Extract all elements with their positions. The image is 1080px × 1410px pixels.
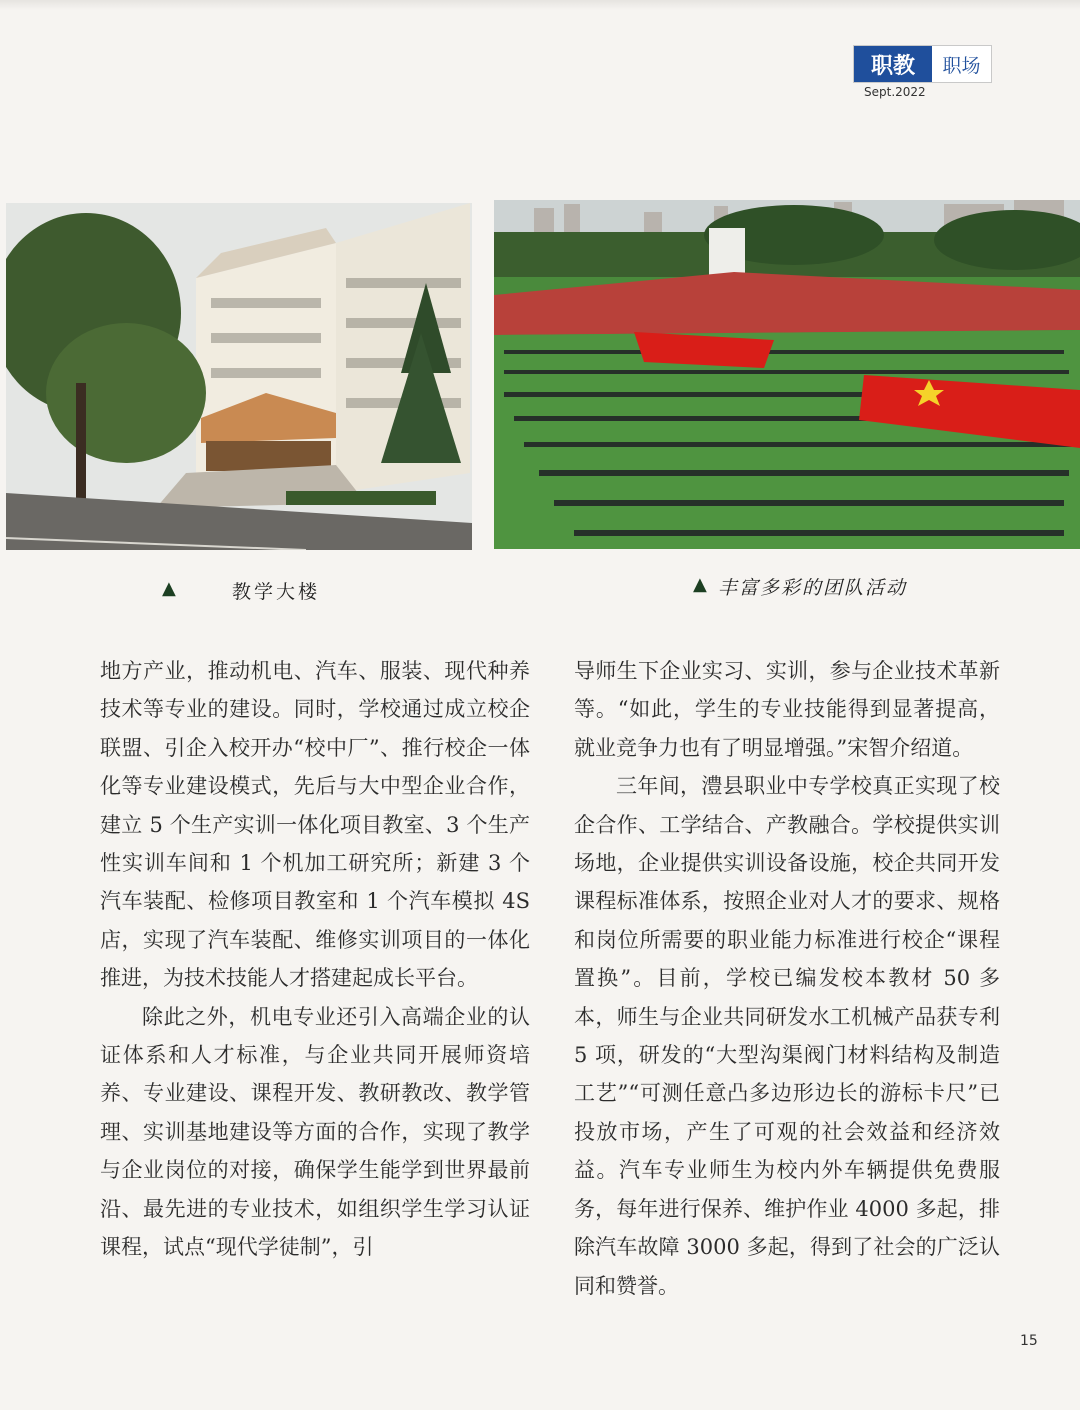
- field-illustration: [494, 200, 1080, 549]
- issue-date: Sept.2022: [864, 85, 926, 99]
- caption-teaching-building: 教学大楼: [232, 581, 321, 603]
- article-paragraph: 导师生下企业实习、实训，参与企业技术革新等。“如此，学生的专业技能得到显著提高，就业竞争力也有了明显增强。”宋智介绍道。: [574, 659, 1000, 760]
- building-illustration: [6, 203, 472, 550]
- article-left-column: [100, 652, 530, 1267]
- article-right-column: [574, 652, 1000, 1305]
- page-edge: [0, 0, 1080, 10]
- team-activity-photo: [494, 200, 1080, 549]
- caption-marker-left: ▲: [162, 578, 176, 599]
- section-badge: [853, 45, 992, 83]
- teaching-building-photo: [6, 203, 472, 550]
- badge-secondary: 职场: [932, 46, 991, 82]
- article-paragraph: 除此之外，机电专业还引入高端企业的认证体系和人才标准，与企业共同开展师资培养、专业建设、课程开发、教研教改、教学管理、实训基地建设等方面的合作，实现了教学与企业岗位的对接，确保学生能学到世界最前沿、最先进的专业技术，如组织学生学习认证课程，试点“现代学徒制”，引: [100, 1004, 530, 1260]
- page-number: 15: [1020, 1333, 1038, 1349]
- article-paragraph: 三年间，澧县职业中专学校真正实现了校企合作、工学结合、产教融合。学校提供实训场地，企业提供实训设备设施，校企共同开发课程标准体系，按照企业对人才的要求、规格和岗位所需要的职业能力标准进行校企“课程置换”。目前，学校已编发校本教材 50 多本，师生与企业共同研发水工机械产品获专利 5 项，研发的“大型沟渠阀门材料结构及制造工艺”“可测任意凸多边形边长的游标卡尺”已投放市场，产生了可观的社会效益和经济效益。汽车专业师生为校内外车辆提供免费服务，每年进行保养、维护作业 4000 多起，排除汽车故障 3000 多起，得到了社会的广泛认同和赞誉。: [574, 774, 1000, 1298]
- caption-team-activity: 丰富多彩的团队活动: [718, 577, 908, 599]
- caption-marker-right: ▲: [693, 574, 707, 595]
- badge-primary: 职教: [854, 46, 932, 82]
- article-paragraph: 地方产业，推动机电、汽车、服装、现代种养技术等专业的建设。同时，学校通过成立校企联盟、引企入校开办“校中厂”、推行校企一体化等专业建设模式，先后与大中型企业合作，建立 5 个生产实训一体化项目教室、3 个生产性实训车间和 1 个机加工研究所；新建 3 个汽车装配、检修项目教室和 1 个汽车模拟 4S 店，实现了汽车装配、维修实训项目的一体化推进，为技术技能人才搭建起成长平台。: [100, 659, 530, 991]
